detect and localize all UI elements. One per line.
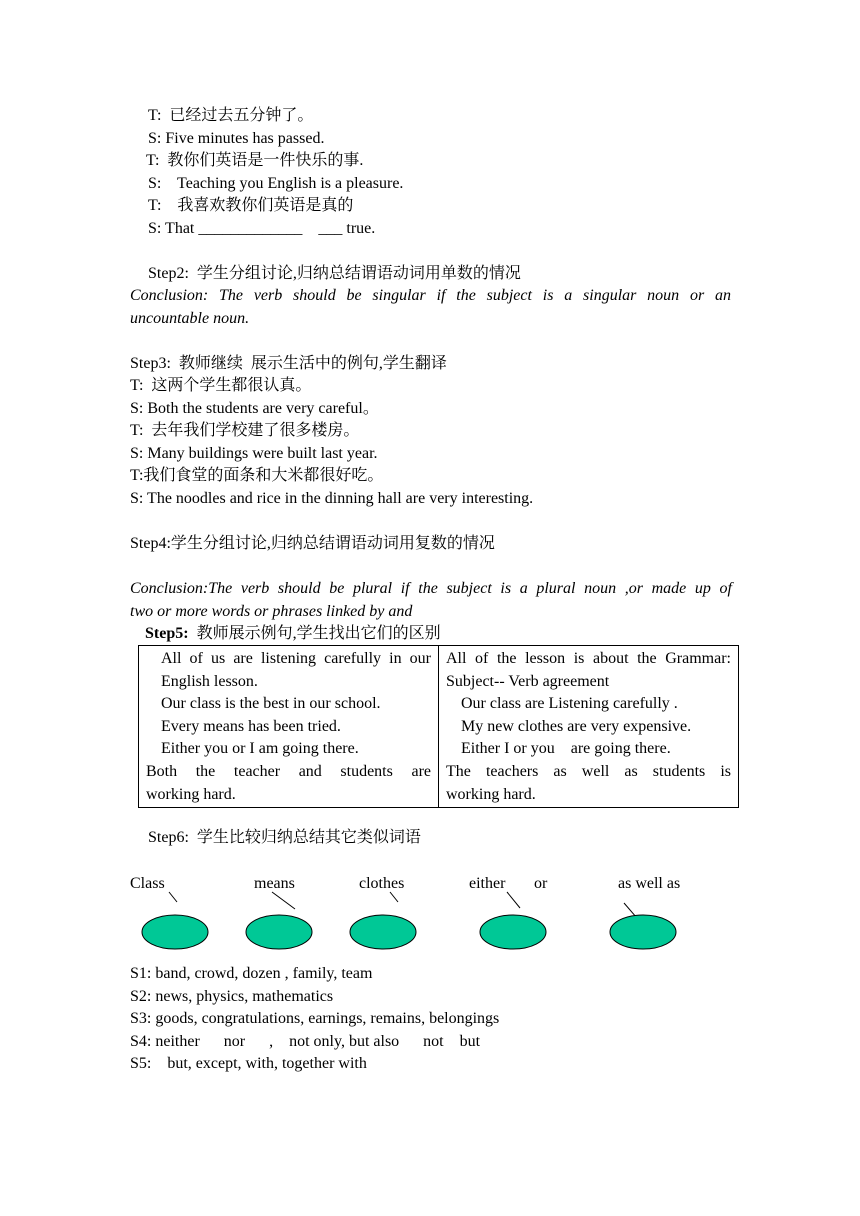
- dialog-line: T: 去年我们学校建了很多楼房。: [130, 422, 360, 439]
- dialog-line: T: 教你们英语是一件快乐的事.: [146, 152, 364, 169]
- dialog-line: T: 已经过去五分钟了。: [148, 107, 314, 124]
- comparison-table: [138, 645, 739, 808]
- connector-line: [507, 892, 520, 908]
- dialog-line: S: Both the students are very careful。: [130, 400, 379, 417]
- summary-line: S3: goods, congratulations, earnings, remains, belongings: [130, 1010, 500, 1027]
- example-sentence: Our class are Listening carefully .: [461, 695, 678, 713]
- dialog-line: T: 这两个学生都很认真。: [130, 377, 312, 394]
- category-oval: [610, 915, 676, 949]
- example-sentence: Both the teacher and students are: [146, 762, 431, 780]
- step5-heading: [145, 623, 441, 645]
- dialog-line: T: 我喜欢教你们英语是真的: [148, 197, 354, 214]
- category-oval: [480, 915, 546, 949]
- table-cell-incorrect: [439, 646, 739, 808]
- step5-text: 教师展示例句,学生找出它们的区别: [188, 625, 441, 642]
- category-oval: [142, 915, 208, 949]
- example-sentence: English lesson.: [161, 672, 258, 690]
- example-sentence: All of us are listening carefully in our: [161, 650, 431, 667]
- example-sentence: The teachers as well as students is: [446, 762, 731, 780]
- connector-line: [624, 903, 637, 918]
- dialog-line: S: Five minutes has passed.: [148, 130, 325, 147]
- dialog-line: S: The noodles and rice in the dinning hall are very interesting.: [130, 490, 534, 507]
- dialog-line: S: Many buildings were built last year.: [130, 445, 378, 462]
- conclusion-singular-cont: uncountable noun.: [130, 310, 250, 327]
- diagram-label-as-well-as: as well as: [618, 875, 681, 892]
- example-sentence: Every means has been tried.: [161, 717, 341, 735]
- example-sentence: Either you or I am going there.: [161, 740, 359, 758]
- example-sentence: Subject-- Verb agreement: [446, 672, 610, 690]
- example-sentence: Either I or you are going there.: [461, 740, 671, 758]
- step4-heading: Step4:学生分组讨论,归纳总结谓语动词用复数的情况: [130, 535, 495, 552]
- conclusion-plural-cont: two or more words or phrases linked by and: [130, 603, 413, 620]
- table-row: [139, 646, 739, 808]
- connector-line: [169, 892, 177, 902]
- example-sentence: All of the lesson is about the Grammar:: [446, 650, 731, 667]
- example-sentence: Our class is the best in our school.: [161, 695, 381, 713]
- summary-line: S4: neither nor , not only, but also not but: [130, 1033, 481, 1050]
- diagram-label-or: or: [534, 875, 548, 892]
- summary-line: S1: band, crowd, dozen , family, team: [130, 965, 373, 982]
- conclusion-singular: Conclusion: The verb should be singular if the subject is a singular noun or an: [130, 287, 731, 304]
- dialog-line: T:我们食堂的面条和大米都很好吃。: [130, 467, 384, 484]
- conclusion-plural: Conclusion:The verb should be plural if the subject is a plural noun ,or made up of: [130, 580, 732, 597]
- example-sentence: My new clothes are very expensive.: [461, 717, 692, 735]
- step2-heading: Step2: 学生分组讨论,归纳总结谓语动词用单数的情况: [148, 265, 521, 282]
- example-sentence: working hard.: [446, 785, 536, 803]
- summary-line: S5: but, except, with, together with: [130, 1055, 367, 1072]
- dialog-line: S: Teaching you English is a pleasure.: [148, 175, 404, 192]
- diagram-label-either: either: [469, 875, 506, 892]
- step5-label: Step5:: [145, 625, 189, 642]
- connector-line: [272, 892, 295, 909]
- step6-heading: Step6: 学生比较归纳总结其它类似词语: [148, 829, 421, 846]
- dialog-line: S: That _____________ ___ true.: [148, 220, 376, 237]
- category-oval: [350, 915, 416, 949]
- diagram-label-class: Class: [130, 875, 165, 892]
- diagram-label-means: means: [254, 875, 295, 892]
- diagram-label-clothes: clothes: [359, 875, 405, 892]
- summary-line: S2: news, physics, mathematics: [130, 988, 334, 1005]
- example-sentence: working hard.: [146, 785, 236, 803]
- step3-heading: Step3: 教师继续 展示生活中的例句,学生翻译: [130, 355, 447, 372]
- category-oval: [246, 915, 312, 949]
- table-cell-correct: [139, 646, 439, 808]
